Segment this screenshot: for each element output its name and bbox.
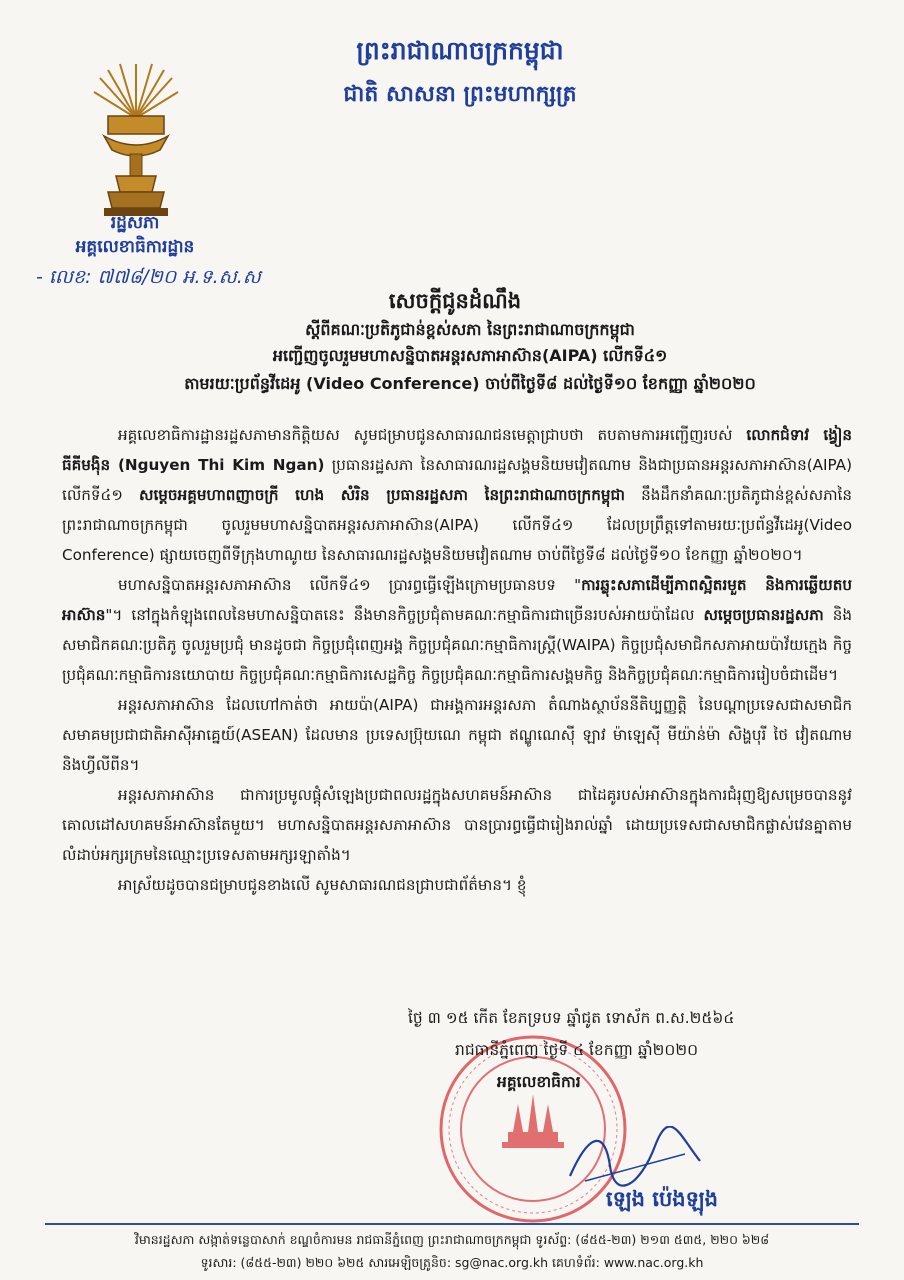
kingdom-heading: ព្រះរាជាណាចក្រកម្ពុជា — [356, 36, 564, 65]
paragraph-4: អន្តរសភាអាស៊ាន ជាការប្រមូលផ្ដុំសំឡេងប្រជាពលរដ្ឋក្នុងសហគមន៍អាស៊ាន ជាដៃគូរបស់អាស៊ានក្នុងការជំរុញឱ្យសម្រេចបាននូវគោលដៅសហគមន៍អាស៊ានតែមួយ។ មហាសន្និបាតអន្តរសភាអាស៊ាន បានប្រារព្ធធ្វើជារៀងរាល់ឆ្នាំ ដោយប្រទេសជាសមាជិកផ្លាស់វេនគ្នាតាមលំដាប់អក្សរក្រមនៃឈ្មោះប្រទេសតាមអក្សរឡាតាំង។ — [62, 786, 852, 864]
lunar-date: ថ្ងៃ ៣ ១៥ កើត ខែភទ្របទ ឆ្នាំជូត ទោស័ក ព.ស.២៥៦៤ — [408, 1009, 735, 1027]
reference-number: - លេខ: ៧៧៨/២០ អ.ទ.ស.ស — [36, 266, 261, 288]
assembly-theme: ការឆ្លុះសភាដើម្បីភាពស្អិតរមួត និងការឆ្លើយតបអាស៊ាន — [62, 576, 852, 624]
national-motto: ជាតិ សាសនា ព្រះមហាក្សត្រ — [343, 82, 577, 107]
place-and-date: រាជធានីភ្នំពេញ ថ្ងៃទី ៤ ខែកញ្ញា ឆ្នាំ២០២០ — [455, 1041, 699, 1059]
p2-text-2: "។ នៅក្នុងកំឡុងពេលនៃមហាសន្និបាតនេះ នឹងមានកិច្ចប្រជុំតាមគណៈកម្មាធិការជាច្រើនរបស់អាយប៉ាដែល — [105, 606, 704, 624]
p1-text: អគ្គលេខាធិការដ្ឋានរដ្ឋសភាមានកិត្តិយស សូមជម្រាបជូនសាធារណជនមេត្តាជ្រាបថា តបតាមការអញ្ជើញរបស់ — [118, 426, 747, 444]
signatory-title: អគ្គលេខាធិការ — [497, 1073, 581, 1091]
document-title: សេចក្ដីជូនដំណឹង — [388, 289, 522, 313]
paragraph-1 — [62, 420, 852, 570]
body-text — [62, 420, 852, 900]
paragraph-3: អន្តរសភាអាស៊ាន ដែលហៅកាត់ថា អាយប៉ា(AIPA) ជាអង្គការអន្តរសភា តំណាងស្ថាប័ននីតិប្បញ្ញត្តិ នៃបណ្ដាប្រទេសជាសមាជិកសមាគមប្រជាជាតិអាស៊ីអាគ្នេយ៍(ASEAN) ដែលមាន ប្រទេសប្រ៊ុយណេ កម្ពុជា ឥណ្ឌូណេស៊ី ឡាវ ម៉ាឡេស៊ី មីយ៉ាន់ម៉ា សិង្ហបុរី ថៃ វៀតណាម និងហ្វីលីពីន។ — [62, 696, 852, 774]
subject-line-2: អញ្ជើញចូលរួមមហាសន្និបាតអន្តរសភាអាស៊ាន(AIPA) លើកទី៤១ — [272, 346, 668, 365]
subject-line-1: ស្ដីពីគណៈប្រតិភូជាន់ខ្ពស់សភា នៃព្រះរាជាណាចក្រកម្ពុជា — [305, 320, 635, 339]
footer-contact: ទូរសារ: (៨៥៥-២៣) ២២០ ៦២៥ សារអេឡិចត្រូនិច: sg@nac.org.kh គេហទំព័រ: www.nac.org.kh — [200, 1255, 704, 1270]
org-department: អគ្គលេខាធិការដ្ឋាន — [75, 237, 195, 257]
signatory-name: ឡេង ប៉េងឡុង — [606, 1187, 718, 1211]
paragraph-2 — [62, 570, 852, 690]
cambodia-president-name: សម្ដេចអគ្គមហាពញាចក្រី ហេង សំរិន ប្រធានរដ្ឋសភា នៃព្រះរាជាណាចក្រកម្ពុជា — [139, 486, 625, 504]
p1-text-3: នឹងដឹកនាំគណៈប្រតិភូជាន់ខ្ពស់សភានៃព្រះរាជាណាចក្រកម្ពុជា ចូលរួមមហាសន្និបាតអន្តរសភាអាស៊ាន(AIPA) លើកទី៤១ ដែលប្រព្រឹត្តទៅតាមរយៈប្រព័ន្ធវីដេអូ(Video Conference) ផ្សាយចេញពីទីក្រុងហាណូយ នៃសាធារណរដ្ឋសង្គមនិយមវៀតណាម ចាប់ពីថ្ងៃទី៨ ដល់ថ្ងៃទី១០ ខែកញ្ញា ឆ្នាំ២០២០។ — [62, 486, 853, 564]
footer-divider — [45, 1223, 859, 1225]
subject-line-3: តាមរយៈប្រព័ន្ធវីដេអូ (Video Conference) ចាប់ពីថ្ងៃទី៨ ដល់ថ្ងៃទី១០ ខែកញ្ញា ឆ្នាំ២០២០ — [184, 374, 756, 393]
vietnam-speaker-name: លោកជំទាវ ង្វៀន ធីគីមង៉ិន (Nguyen Thi Kim Ngan) — [62, 426, 852, 474]
org-name: រដ្ឋសភា — [110, 213, 160, 233]
p1-text-2: ប្រធានរដ្ឋសភា នៃសាធារណរដ្ឋសង្គមនិយមវៀតណាម និងជាប្រធានអន្តរសភាអាស៊ាន(AIPA) លើកទី៤១ — [62, 456, 853, 504]
p2-text: មហាសន្និបាតអន្តរសភាអាស៊ាន លើកទី៤១ ប្រារព្ធធ្វើឡើងក្រោមប្រធានបទ " — [118, 576, 582, 594]
footer-address: វិមានរដ្ឋសភា សង្កាត់ទន្លេបាសាក់ ខណ្ឌចំការមន រាជធានីភ្នំពេញ ព្រះរាជាណាចក្រកម្ពុជា ទូរស័ព្ទ: (៨៥៥-២៣) ២១៣ ៥៣៥, ២២០ ៦២៨ — [134, 1232, 770, 1247]
paragraph-5: អាស្រ័យដូចបានជម្រាបជូនខាងលើ សូមសាធារណជនជ្រាបជាព័ត៌មាន។ ខ្ញុំ — [118, 876, 527, 894]
president-title: សម្ដេចប្រធានរដ្ឋសភា — [703, 606, 824, 624]
p2-text-3: និងសមាជិកគណៈប្រតិភូ ចូលរួមប្រជុំ មានដូចជា កិច្ចប្រជុំពេញអង្គ កិច្ចប្រជុំគណៈកម្មាធិការស្ត្រី(WAIPA) កិច្ចប្រជុំសមាជិកសភាអាយប៉ាវ័យក្មេង កិច្ចប្រជុំគណៈកម្មាធិការនយោបាយ កិច្ចប្រជុំគណៈកម្មាធិការសេដ្ឋកិច្ច កិច្ចប្រជុំគណៈកម្មាធិការសង្គមកិច្ច និងកិច្ចប្រជុំគណៈកម្មាធិការរៀបចំជាដើម។ — [62, 606, 852, 684]
royal-emblem-icon — [90, 58, 182, 218]
